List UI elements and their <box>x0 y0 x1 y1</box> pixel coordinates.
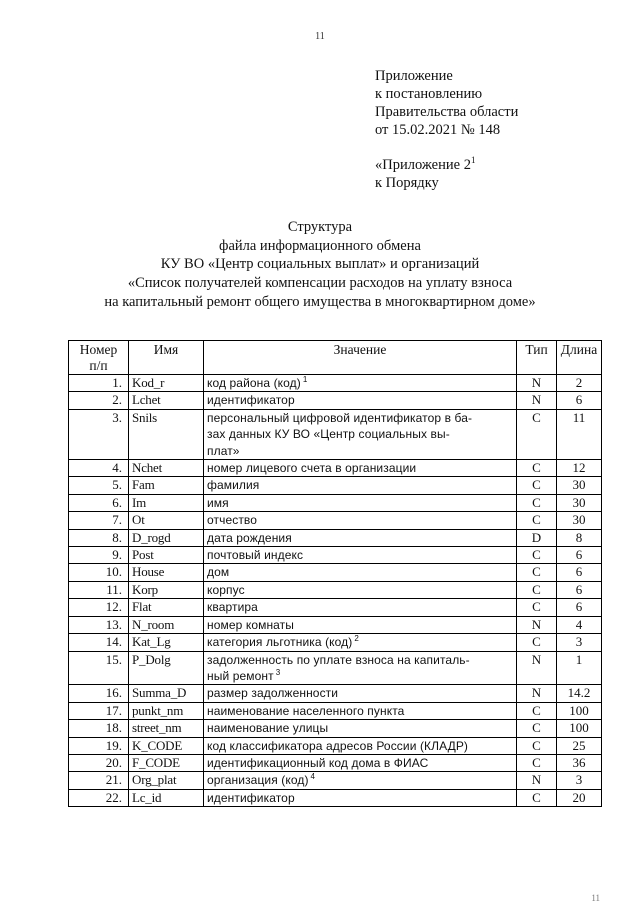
field-length: 11 <box>557 409 602 459</box>
annex-label-text: «Приложение 2 <box>375 157 471 173</box>
field-length: 1 <box>557 651 602 685</box>
field-length: 6 <box>557 547 602 564</box>
field-value <box>204 564 517 581</box>
field-value <box>204 409 517 459</box>
row-number: 2. <box>69 392 129 409</box>
field-type: C <box>517 494 557 511</box>
footnote-marker: 3 <box>275 667 281 677</box>
field-name: Flat <box>129 599 204 616</box>
header-number-line2: п/п <box>89 358 108 373</box>
field-length: 30 <box>557 494 602 511</box>
title-line: файла информационного обмена <box>219 237 421 254</box>
field-type: N <box>517 651 557 685</box>
field-value <box>204 685 517 702</box>
table-row <box>69 702 602 719</box>
field-type: C <box>517 460 557 477</box>
row-number: 3. <box>69 409 129 459</box>
field-length: 2 <box>557 375 602 392</box>
field-length: 25 <box>557 737 602 754</box>
field-name: Post <box>129 547 204 564</box>
field-type: C <box>517 737 557 754</box>
field-type: C <box>517 581 557 598</box>
field-value <box>204 702 517 719</box>
header-name: Имя <box>129 341 204 375</box>
row-number: 15. <box>69 651 129 685</box>
field-type: C <box>517 477 557 494</box>
field-length: 6 <box>557 581 602 598</box>
field-type: C <box>517 754 557 771</box>
row-number: 13. <box>69 616 129 633</box>
field-value-text: наименование населенного пункта <box>207 703 405 718</box>
field-name: D_rogd <box>129 529 204 546</box>
table-row <box>69 375 602 392</box>
field-value <box>204 477 517 494</box>
table-row <box>69 460 602 477</box>
field-value-text: почтовый индекс <box>207 548 304 563</box>
annex-label <box>375 156 518 174</box>
field-value-text: дом <box>207 565 230 580</box>
field-name: Korp <box>129 581 204 598</box>
row-number: 20. <box>69 754 129 771</box>
field-value-text: размер задолженности <box>207 686 339 701</box>
table-row <box>69 477 602 494</box>
field-name: Kat_Lg <box>129 634 204 651</box>
table-row <box>69 789 602 806</box>
row-number: 22. <box>69 789 129 806</box>
row-number: 12. <box>69 599 129 616</box>
approval-date: от 15.02.2021 № 148 <box>375 122 501 138</box>
field-type: C <box>517 512 557 529</box>
field-type: N <box>517 685 557 702</box>
row-number: 11. <box>69 581 129 598</box>
field-name: P_Dolg <box>129 651 204 685</box>
field-name: Ot <box>129 512 204 529</box>
field-type: N <box>517 772 557 789</box>
field-value-text: отчество <box>207 513 258 528</box>
field-value-text: дата рождения <box>207 530 292 545</box>
field-value-text: имя <box>207 495 229 510</box>
field-length: 6 <box>557 392 602 409</box>
field-length: 3 <box>557 634 602 651</box>
row-number: 6. <box>69 494 129 511</box>
field-value <box>204 616 517 633</box>
field-name: N_room <box>129 616 204 633</box>
table-row <box>69 599 602 616</box>
field-value-text: персональный цифровой идентификатор в ба- зах данных КУ ВО «Центр социальных вы- плат» <box>207 410 473 458</box>
field-value <box>204 392 517 409</box>
field-name: Fam <box>129 477 204 494</box>
row-number: 17. <box>69 702 129 719</box>
field-value-text: номер лицевого счета в организации <box>207 461 417 476</box>
document-title <box>0 218 640 312</box>
field-name: Im <box>129 494 204 511</box>
field-type: C <box>517 634 557 651</box>
field-value <box>204 547 517 564</box>
title-line: КУ ВО «Центр социальных выплат» и организаций <box>160 256 480 273</box>
field-value <box>204 494 517 511</box>
field-value <box>204 529 517 546</box>
field-type: C <box>517 789 557 806</box>
row-number: 18. <box>69 720 129 737</box>
field-type: C <box>517 564 557 581</box>
field-name: Lc_id <box>129 789 204 806</box>
field-name: street_nm <box>129 720 204 737</box>
field-name: punkt_nm <box>129 702 204 719</box>
field-length: 36 <box>557 754 602 771</box>
field-name: Lchet <box>129 392 204 409</box>
table-header-row <box>69 341 602 375</box>
field-type: C <box>517 720 557 737</box>
field-value <box>204 375 517 392</box>
field-value-text: номер комнаты <box>207 617 294 632</box>
row-number: 19. <box>69 737 129 754</box>
annex-superscript: 1 <box>470 155 476 166</box>
field-value <box>204 512 517 529</box>
approval-line: Приложение <box>375 68 453 84</box>
field-value <box>204 789 517 806</box>
field-type: C <box>517 702 557 719</box>
field-value <box>204 599 517 616</box>
field-value-text: квартира <box>207 600 258 615</box>
row-number: 5. <box>69 477 129 494</box>
row-number: 4. <box>69 460 129 477</box>
row-number: 14. <box>69 634 129 651</box>
row-number: 8. <box>69 529 129 546</box>
page-number-top: 11 <box>315 31 325 42</box>
field-name: K_CODE <box>129 737 204 754</box>
field-length: 100 <box>557 702 602 719</box>
field-value-text: код классификатора адресов России (КЛАДР) <box>207 738 469 753</box>
field-length: 30 <box>557 512 602 529</box>
field-value-text: код района (код) <box>207 376 301 390</box>
field-name: Nchet <box>129 460 204 477</box>
field-type: N <box>517 616 557 633</box>
row-number: 10. <box>69 564 129 581</box>
table-row <box>69 529 602 546</box>
approval-block <box>375 67 518 192</box>
field-name: Kod_r <box>129 375 204 392</box>
field-length: 8 <box>557 529 602 546</box>
field-type: D <box>517 529 557 546</box>
table-row <box>69 409 602 459</box>
field-type: C <box>517 547 557 564</box>
field-type: C <box>517 409 557 459</box>
footnote-marker: 2 <box>354 634 359 644</box>
field-length: 6 <box>557 599 602 616</box>
field-value <box>204 754 517 771</box>
field-value-text: задолженность по уплате взноса на капиталь- ный ремонт <box>207 652 470 683</box>
field-value-text: идентификационный код дома в ФИАС <box>207 755 429 770</box>
table-row <box>69 720 602 737</box>
field-length: 20 <box>557 789 602 806</box>
field-value-text: категория льготника (код) <box>207 635 353 650</box>
field-name: Summa_D <box>129 685 204 702</box>
row-number: 9. <box>69 547 129 564</box>
field-value-text: организация (код) <box>207 773 309 788</box>
footnote-marker: 1 <box>302 375 308 384</box>
table-row <box>69 754 602 771</box>
field-value-text: корпус <box>207 582 245 597</box>
field-length: 6 <box>557 564 602 581</box>
table-row <box>69 616 602 633</box>
field-length: 14.2 <box>557 685 602 702</box>
field-value-text: фамилия <box>207 478 260 493</box>
field-value <box>204 581 517 598</box>
field-length: 4 <box>557 616 602 633</box>
field-value <box>204 651 517 685</box>
header-number <box>69 341 129 375</box>
field-length: 12 <box>557 460 602 477</box>
approval-line: к постановлению <box>375 86 483 102</box>
field-value <box>204 460 517 477</box>
field-name: F_CODE <box>129 754 204 771</box>
header-length: Длина <box>557 341 602 375</box>
field-value-text: идентификатор <box>207 790 295 805</box>
page-number-bottom: 11 <box>591 893 600 903</box>
approval-line: Правительства области <box>375 104 519 120</box>
table-row <box>69 772 602 789</box>
field-name: Snils <box>129 409 204 459</box>
field-type: N <box>517 375 557 392</box>
table-row <box>69 634 602 651</box>
table-row <box>69 651 602 685</box>
structure-table <box>68 340 602 807</box>
field-length: 3 <box>557 772 602 789</box>
field-value <box>204 737 517 754</box>
row-number: 21. <box>69 772 129 789</box>
table-row <box>69 737 602 754</box>
field-name: House <box>129 564 204 581</box>
title-line: на капитальный ремонт общего имущества в многоквартирном доме» <box>104 293 536 310</box>
table-row <box>69 564 602 581</box>
row-number: 16. <box>69 685 129 702</box>
header-type: Тип <box>517 341 557 375</box>
header-number-line1: Номер <box>79 342 118 357</box>
field-name: Org_plat <box>129 772 204 789</box>
field-value <box>204 634 517 651</box>
field-value <box>204 772 517 789</box>
row-number: 1. <box>69 375 129 392</box>
table-row <box>69 685 602 702</box>
field-value <box>204 720 517 737</box>
field-type: C <box>517 599 557 616</box>
field-value-text: наименование улицы <box>207 721 329 736</box>
title-line: Структура <box>287 219 353 235</box>
table-row <box>69 392 602 409</box>
row-number: 7. <box>69 512 129 529</box>
footnote-marker: 4 <box>310 772 316 782</box>
table-row <box>69 581 602 598</box>
table-row <box>69 512 602 529</box>
title-line: «Список получателей компенсации расходов на уплату взноса <box>127 275 513 292</box>
field-type: N <box>517 392 557 409</box>
annex-order: к Порядку <box>375 175 439 191</box>
field-length: 100 <box>557 720 602 737</box>
header-value: Значение <box>204 341 517 375</box>
field-value-text: идентификатор <box>207 393 295 408</box>
table-row <box>69 547 602 564</box>
table-row <box>69 494 602 511</box>
field-length: 30 <box>557 477 602 494</box>
